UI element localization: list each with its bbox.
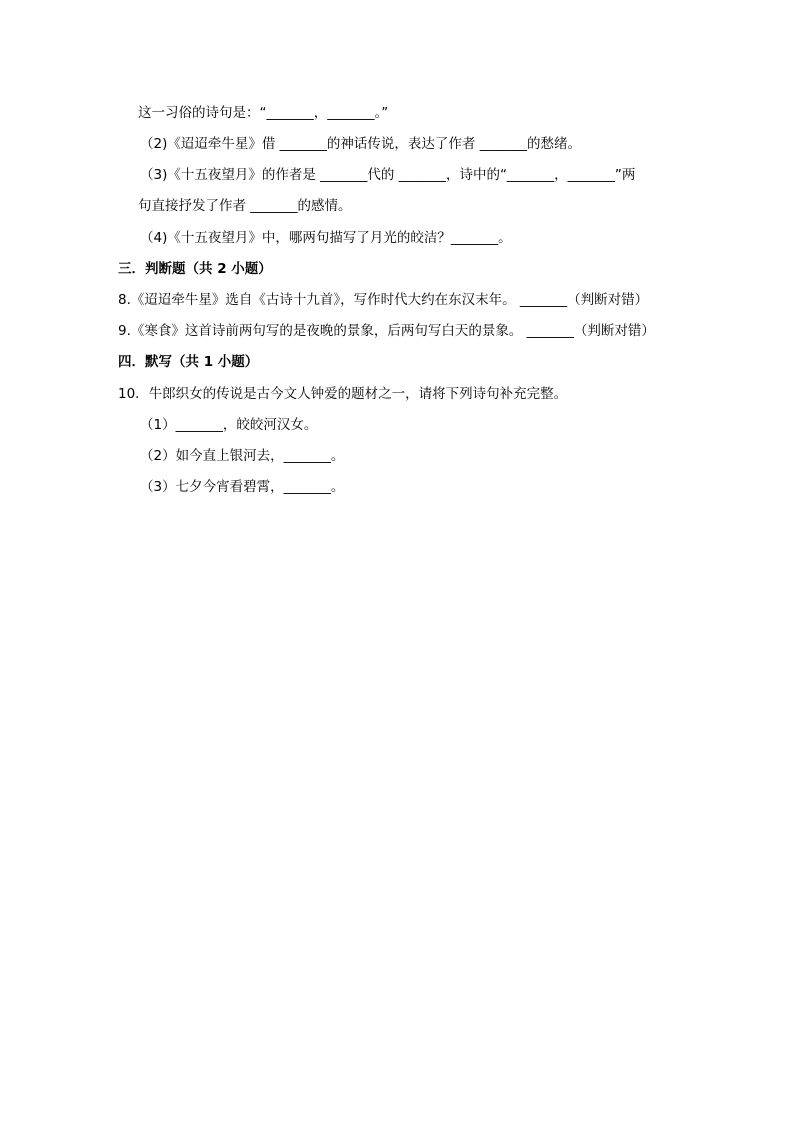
question-10: 10．牛郎织女的传说是古今文人钟爱的题材之一，请将下列诗句补充完整。 [118,386,568,402]
question-7-subquestion-3-line-2: 句直接抒发了作者 _______的感情。 [138,198,352,214]
question-8: 8.《迢迢牵牛星》选自《古诗十九首》，写作时代大约在东汉末年。 _______（判断对错） [118,292,649,308]
question-10-subquestion-2: （2）如今直上银河去，_______。 [140,448,345,464]
question-7-subquestion-4: （4)《十五夜望月》中，哪两句描写了月光的皎洁？_______。 [140,230,512,246]
question-7-subquestion-3-line-1: （3)《十五夜望月》的作者是 _______代的 _______，诗中的“_______，_______”两 [140,167,636,183]
section-3-heading: 三．判断题（共 2 小题） [118,261,272,277]
question-10-subquestion-1: （1）_______，皎皎河汉女。 [140,417,318,433]
section-4-heading: 四．默写（共 1 小题） [118,354,259,370]
question-9: 9.《寒食》这首诗前两句写的是夜晚的景象，后两句写白天的景象。 _______（判断对错） [118,323,655,339]
question-10-subquestion-3: （3）七夕今宵看碧霄，_______。 [140,479,345,495]
question-7-custom-continuation: 这一习俗的诗句是：“_______，_______。” [138,105,389,121]
question-7-subquestion-2: （2)《迢迢牵牛星》借 _______的神话传说，表达了作者 _______的愁绪。 [140,136,581,152]
